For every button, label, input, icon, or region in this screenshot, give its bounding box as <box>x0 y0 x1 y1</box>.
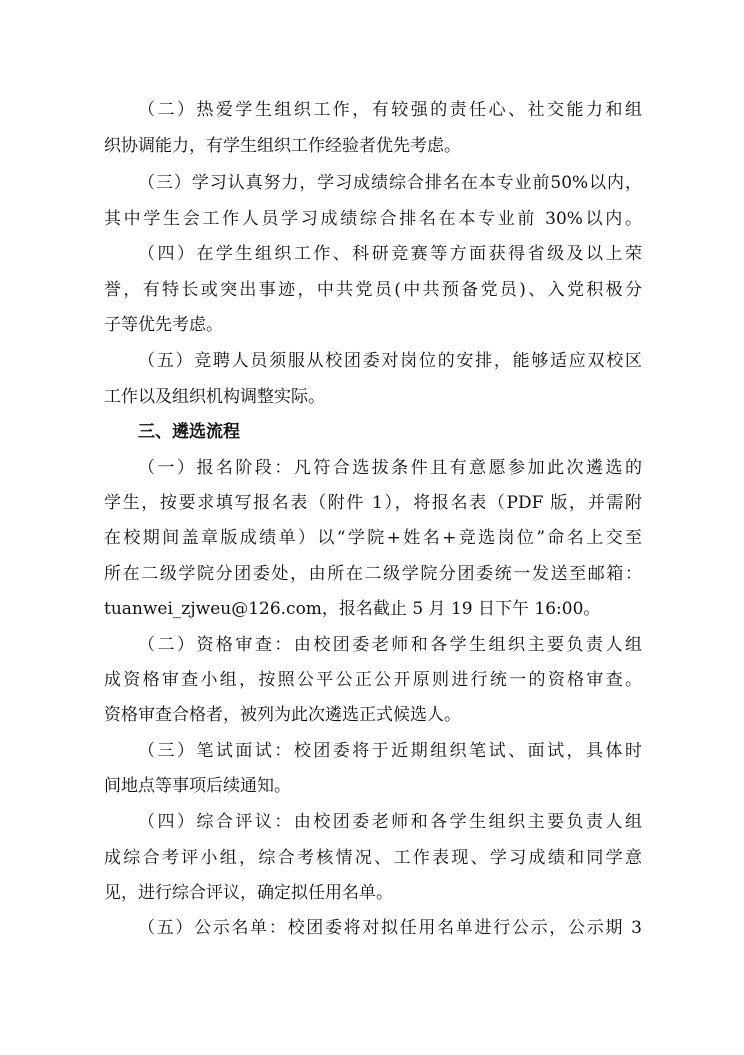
paragraph-line: 工作以及组织机构调整实际。 <box>104 387 325 407</box>
paragraph-line: 学生，按要求填写报名表（附件 1），将报名表（PDF 版，并需附 <box>104 493 642 513</box>
paragraph-line: （三）学习认真努力，学习成绩综合排名在本专业前50%以内， <box>138 173 642 193</box>
paragraph-line: 见，进行综合评议，确定拟任用名单。 <box>104 883 393 903</box>
paragraph-line: 其中学生会工作人员学习成绩综合排名在本专业前 30%以内。 <box>104 209 642 229</box>
email-line: tuanwei_zjweu@126.com，报名截止 5 月 19 日下午 16:00。 <box>104 599 601 619</box>
section-heading: 三、遴选流程 <box>138 422 240 442</box>
paragraph-line: 资格审查合格者，被列为此次遴选正式候选人。 <box>104 705 461 725</box>
paragraph-line: （五）公示名单：校团委将对拟任用名单进行公示，公示期 3 <box>138 918 642 938</box>
paragraph-line: （四）在学生组织工作、科研竞赛等方面获得省级及以上荣 <box>138 244 642 264</box>
paragraph-line: （二）资格审查：由校团委老师和各学生组织主要负责人组 <box>138 635 642 655</box>
paragraph-line: （三）笔试面试：校团委将于近期组织笔试、面试，具体时 <box>138 741 642 761</box>
paragraph-line: 誉，有特长或突出事迹，中共党员(中共预备党员)、入党积极分 <box>104 280 642 300</box>
paragraph-line: 织协调能力，有学生组织工作经验者优先考虑。 <box>104 136 461 156</box>
paragraph-line: （二）热爱学生组织工作，有较强的责任心、社交能力和组 <box>138 100 642 120</box>
paragraph-line: 在校期间盖章版成绩单）以“学院+姓名+竞选岗位”命名上交至 <box>104 528 642 548</box>
paragraph-line: （五）竞聘人员须服从校团委对岗位的安排，能够适应双校区 <box>138 351 642 371</box>
paragraph-line: （一）报名阶段：凡符合选拔条件且有意愿参加此次遴选的 <box>138 458 642 478</box>
paragraph-line: 成综合考评小组，综合考核情况、工作表现、学习成绩和同学意 <box>104 848 642 868</box>
paragraph-line: 子等优先考虑。 <box>104 315 223 335</box>
paragraph-line: 所在二级学院分团委处，由所在二级学院分团委统一发送至邮箱： <box>104 564 642 584</box>
paragraph-line: （四）综合评议：由校团委老师和各学生组织主要负责人组 <box>138 812 642 832</box>
paragraph-line: 间地点等事项后续通知。 <box>104 776 291 796</box>
paragraph-line: 成资格审查小组，按照公平公正公开原则进行统一的资格审查。 <box>104 670 642 690</box>
